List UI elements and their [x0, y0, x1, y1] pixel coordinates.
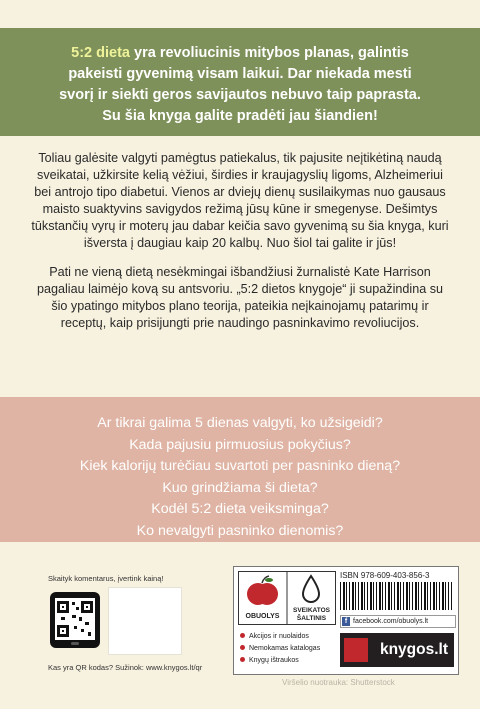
- publisher-logos-graphic: [238, 571, 336, 625]
- question-4: Kuo grindžiama ši dieta?: [162, 479, 318, 496]
- question-6: Ko nevalgyti pasninko dienomis?: [136, 522, 344, 539]
- description-paragraph-1: Toliau galėsite valgyti pamėgtus patiekalus, tik pajusite neįtikėtiną naudą sveikatai, užkirsite kelią vėžiui, širdies ir kraujagyslių ligoms, Alzheimeriui bei antrojo tipo diabetui. Vienos ar dviejų dienų susilaikymas nuo gausaus maisto suaktyvins savigydos režimą jūsų kūne ir smegenyse. Dešimtys tūkstančių vyrų ir moterų jau dabar keičia savo gyvenimą su šia knyga, kuri išversta į daugiau kaip 20 kalbų. Nuo šiol tai galite ir jūs!: [31, 151, 449, 250]
- intro-line-2: pakeisti gyvenimą visam laikui. Dar niekada mesti: [68, 66, 412, 82]
- qr-caption-bottom: Kas yra QR kodas? Sužinok: www.knygos.lt/qr: [48, 663, 203, 672]
- facebook-link[interactable]: [340, 615, 456, 628]
- question-1: Ar tikrai galima 5 dienas valgyti, ko užsigeidi?: [97, 415, 383, 431]
- knygos-logo-text: knygos.lt: [379, 641, 448, 658]
- description: [30, 150, 450, 344]
- facebook-url: facebook.com/obuolys.lt: [353, 618, 429, 625]
- knygos-k-icon: [344, 638, 368, 662]
- obuolys-logo-label: OBUOLYS: [245, 613, 280, 620]
- sveikatos-logo-line-1: SVEIKATOS: [293, 607, 330, 614]
- bullet-icon: [240, 657, 245, 662]
- isbn: ISBN 978-609-403-856-3: [340, 571, 430, 580]
- knygos-logo: [340, 633, 454, 667]
- qr-caption-top: Skaityk komentarus, įvertink kainą!: [48, 574, 164, 583]
- bullet-label: Knygų ištraukos: [249, 657, 299, 664]
- bullet-icon: [240, 633, 245, 638]
- question-5: Kodėl 5:2 dieta veiksminga?: [151, 501, 329, 517]
- bullet-item: [240, 655, 320, 667]
- bullet-icon: [240, 645, 245, 650]
- qr-code-icon: [55, 598, 95, 640]
- photo-credit: Viršelio nuotrauka: Shutterstock: [282, 678, 395, 687]
- phone-icon: [50, 592, 100, 648]
- qr-code-box: [108, 587, 182, 655]
- bullet-item: [240, 631, 320, 643]
- question-2: Kada pajusiu pirmuosius pokyčius?: [129, 436, 351, 453]
- intro-highlight: 5:2 dieta: [71, 45, 130, 61]
- publisher-bullets: [240, 631, 320, 667]
- bullet-item: [240, 643, 320, 655]
- intro-line-4: Su šia knyga galite pradėti jau šiandien!: [102, 108, 378, 124]
- intro-band: [0, 28, 480, 136]
- facebook-icon: f: [342, 617, 350, 626]
- intro-line-3: svorį ir siekti geros savijautos nebuvo taip paprasta.: [59, 87, 421, 103]
- publisher-logos: [238, 571, 336, 625]
- bullet-label: Nemokamas katalogas: [249, 645, 321, 652]
- barcode: [340, 582, 452, 610]
- intro-line-1-rest: yra revoliucinis mitybos planas, galintis: [130, 45, 409, 61]
- phone-home-button: [71, 642, 79, 645]
- description-paragraph-2: Pati ne vieną dietą nesėkmingai išbandžiusi žurnalistė Kate Harrison pagaliau laimėjo kovą su antsvoriu. „5:2 dietos knygoje“ ji supažindina su šio ypatingo mitybos plano teorija, pateikia neįkainojamų patarimų ir receptų, kaip prisijungti prie naudingo pasninkavimo revoliucijos.: [36, 265, 444, 330]
- sveikatos-logo-line-2: ŠALTINIS: [296, 615, 327, 622]
- question-3: Kiek kalorijų turėčiau suvartoti per pasninko dieną?: [79, 458, 401, 474]
- bullet-label: Akcijos ir nuolaidos: [249, 633, 309, 640]
- questions-band: [0, 397, 480, 542]
- publisher-panel: [233, 566, 459, 675]
- intro-line-1: [20, 43, 460, 64]
